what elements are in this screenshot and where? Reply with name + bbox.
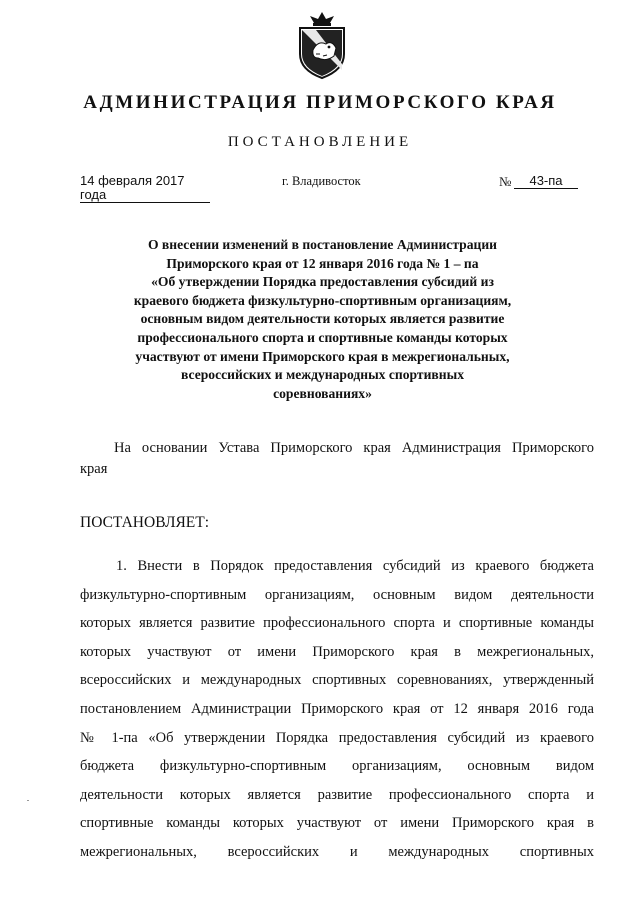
document-number-label: № <box>499 174 512 189</box>
title-line: Приморского края от 12 января 2016 года № 1 – па <box>166 255 479 271</box>
title-line: профессионального спорта и спортивные команды которых <box>137 329 508 345</box>
clause-paragraph <box>80 552 594 867</box>
clause-line: № 1-па «Об утверждении Порядка предоставления субсидий из краевого <box>80 729 594 746</box>
document-number: 43-па <box>514 174 578 189</box>
clause-line: 1. Внести в Порядок предоставления субсидий из краевого бюджета <box>116 558 594 574</box>
resolution-heading: ПОСТАНОВЛЯЕТ: <box>80 514 210 531</box>
document-meta-row <box>0 173 640 202</box>
clause-line: межрегиональных, всероссийских и международных спортивных <box>80 843 594 860</box>
clause-line: постановлением Администрации Приморского края от 12 января 2016 года <box>80 700 594 717</box>
title-line: участвуют от имени Приморского края в межрегиональных, <box>135 348 510 364</box>
clause-line: всероссийских и международных спортивных соревнованиях, утвержденный <box>80 672 594 689</box>
basis-line: На основании Устава Приморского края Администрация Приморского <box>114 440 594 456</box>
document-type: ПОСТАНОВЛЕНИЕ <box>227 134 413 150</box>
title-line: краевого бюджета физкультурно-спортивным организациям, <box>133 292 512 308</box>
basis-paragraph <box>80 438 594 480</box>
clause-line: спортивные команды которых участвуют от имени Приморского края в <box>80 815 594 832</box>
coat-of-arms-emblem <box>296 10 348 80</box>
title-line: основным видом деятельности которых является развитие <box>140 311 505 327</box>
title-line: соревнованиях» <box>273 385 372 401</box>
document-title <box>110 236 535 403</box>
title-line: «Об утверждении Порядка предоставления субсидий из <box>151 274 494 290</box>
title-line: всероссийских и международных спортивных <box>180 367 465 383</box>
clause-line: деятельности которых является развитие профессионального спорта и <box>80 786 594 803</box>
basis-line: края <box>80 461 108 477</box>
clause-line: физкультурно-спортивным организациям, основным видом деятельности <box>80 586 594 603</box>
title-line: О внесении изменений в постановление Администрации <box>147 237 498 252</box>
clause-line: которых участвуют от имени Приморского края в межрегиональных, <box>80 643 594 660</box>
scan-speck <box>27 800 29 801</box>
document-city: г. Владивосток <box>282 174 361 188</box>
organization-name: АДМИНИСТРАЦИЯ ПРИМОРСКОГО КРАЯ <box>83 92 557 113</box>
document-date: 14 февраля 2017 года <box>80 174 210 203</box>
clause-line: бюджета физкультурно-спортивным организациям, основным видом <box>80 758 594 775</box>
clause-line: которых является развитие профессионального спорта и спортивные команды <box>80 615 594 632</box>
